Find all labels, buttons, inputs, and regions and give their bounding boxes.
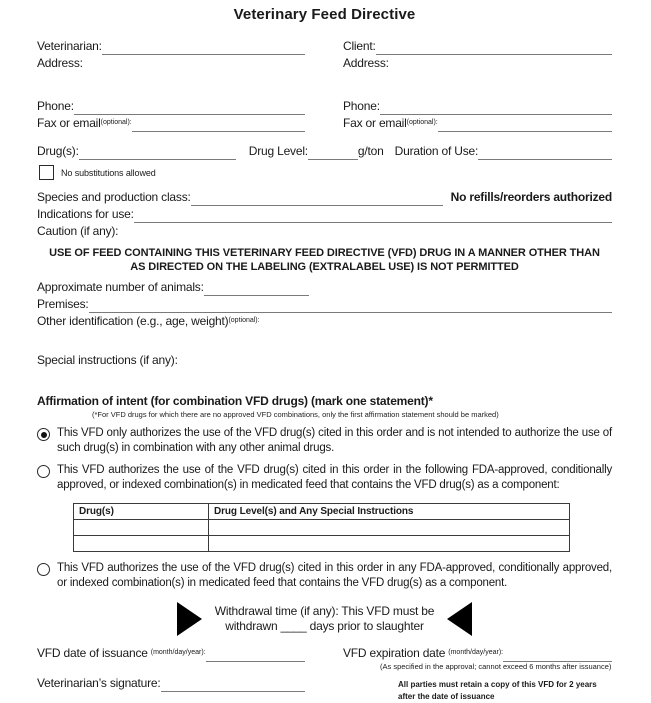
affirmation-option-2-text: This VFD authorizes the use of the VFD drug(s) cited in this order in the following FDA-approved, conditionally approved, or indexed combination(s) in medicated feed that contains the VFD drug(s) as a component: <box>57 464 612 491</box>
affirmation-option-3 <box>37 561 612 591</box>
indications-row <box>37 206 612 223</box>
client-address-label: Address: <box>343 56 389 70</box>
vet-fax-label: Fax or email <box>37 116 101 130</box>
table-cell-drug-2[interactable] <box>74 536 209 552</box>
withdrawal-line-1: Withdrawal time (if any): This VFD must be <box>214 604 435 618</box>
table-cell-drug-1[interactable] <box>74 520 209 536</box>
table-header-levels: Drug Level(s) and Any Special Instructions <box>209 504 570 520</box>
client-phone-input-line[interactable] <box>380 101 612 115</box>
expiration-input-line[interactable] <box>503 648 612 662</box>
affirmation-option-3-text: This VFD authorizes the use of the VFD drug(s) cited in this order in any FDA-approved, conditionally approved, or indexed combination(s) in medicated feed that contains the VFD drug(s) as a component. <box>57 562 612 589</box>
affirmation-option-2 <box>37 463 612 493</box>
expiration-label: VFD expiration date <box>343 646 446 660</box>
client-label: Client: <box>343 39 376 53</box>
withdrawal-line-2: withdrawn ____ days prior to slaughter <box>225 619 424 633</box>
vet-address-label: Address: <box>37 56 83 70</box>
affirmation-radio-2[interactable] <box>37 465 50 478</box>
g-ton-label: g/ton <box>357 144 384 158</box>
drug-section <box>37 143 612 160</box>
vet-fax-optional: (optional): <box>100 119 132 126</box>
client-fax-input-line[interactable] <box>438 118 612 132</box>
no-refills-label: No refills/reorders authorized <box>450 190 612 204</box>
premises-row <box>37 296 612 313</box>
table-header-drugs: Drug(s) <box>74 504 209 520</box>
indications-input-line[interactable] <box>134 209 612 223</box>
signature-input-line[interactable] <box>161 678 305 692</box>
caution-row <box>37 223 612 240</box>
vet-fax-input-line[interactable] <box>132 118 305 132</box>
indications-label: Indications for use: <box>37 207 134 221</box>
arrow-left-icon <box>447 602 472 636</box>
issuance-label: VFD date of issuance <box>37 646 148 660</box>
veterinarian-input-line[interactable] <box>102 41 305 55</box>
animals-label: Approximate number of animals: <box>37 280 204 294</box>
arrow-right-icon <box>177 602 202 636</box>
vet-phone-input-line[interactable] <box>74 101 305 115</box>
other-id-label: Other identification (e.g., age, weight) <box>37 314 229 328</box>
affirmation-note: (*For VFD drugs for which there are no approved VFD combinations, only the first affirmation statement should be marked) <box>92 410 499 419</box>
affirmation-radio-1[interactable] <box>37 428 50 441</box>
extralabel-warning: USE OF FEED CONTAINING THIS VETERINARY FEED DIRECTIVE (VFD) DRUG IN A MANNER OTHER THAN AS DIRECTED ON THE LABELING (EXTRALABEL USE) IS NOT PERMITTED <box>49 247 600 273</box>
issuance-input-line[interactable] <box>206 648 305 662</box>
drug-level-input-line[interactable] <box>308 146 358 160</box>
species-input-line[interactable] <box>191 192 443 206</box>
withdrawal-callout <box>37 602 612 636</box>
table-cell-level-1[interactable] <box>209 520 570 536</box>
drug-level-label: Drug Level: <box>248 144 308 158</box>
animals-row <box>37 279 612 296</box>
table-cell-level-2[interactable] <box>209 536 570 552</box>
parties-section <box>37 38 612 72</box>
affirmation-option-1 <box>37 426 612 456</box>
animals-input-line[interactable] <box>204 282 309 296</box>
no-substitutions-label: No substitutions allowed <box>61 167 156 178</box>
veterinarian-label: Veterinarian: <box>37 39 102 53</box>
duration-input-line[interactable] <box>478 146 612 160</box>
other-id-optional: (optional): <box>228 317 260 324</box>
species-row <box>37 189 612 206</box>
footer-section <box>37 645 612 703</box>
no-substitutions-row <box>39 164 612 181</box>
form-title: Veterinary Feed Directive <box>233 6 416 23</box>
retention-note: All parties must retain a copy of this VFD for 2 years after the date of issuance <box>398 680 597 701</box>
expiration-date-format: (month/day/year): <box>448 649 504 656</box>
species-label: Species and production class: <box>37 190 191 204</box>
premises-input-line[interactable] <box>89 299 612 313</box>
table-row <box>74 520 570 536</box>
issuance-date-format: (month/day/year): <box>150 649 206 656</box>
caution-label: Caution (if any): <box>37 224 119 238</box>
client-fax-optional: (optional): <box>406 119 438 126</box>
drugs-input-line[interactable] <box>79 146 236 160</box>
combination-drug-table <box>73 503 570 552</box>
affirmation-radio-3[interactable] <box>37 563 50 576</box>
contact-section <box>37 98 612 132</box>
vet-phone-label: Phone: <box>37 99 74 113</box>
signature-label: Veterinarian’s signature: <box>37 676 161 690</box>
duration-label: Duration of Use: <box>394 144 479 158</box>
withdrawal-text <box>215 604 434 634</box>
special-instructions-label: Special instructions (if any): <box>37 353 178 367</box>
other-id-row <box>37 313 612 330</box>
no-substitutions-checkbox[interactable] <box>39 165 54 180</box>
client-input-line[interactable] <box>376 41 612 55</box>
affirmation-option-1-text: This VFD only authorizes the use of the VFD drug(s) cited in this order and is not intended to authorize the use of such drug(s) in combination with any other animal drugs. <box>57 427 612 454</box>
premises-label: Premises: <box>37 297 89 311</box>
client-phone-label: Phone: <box>343 99 380 113</box>
expiration-note: (As specified in the approval; cannot exceed 6 months after issuance) <box>380 662 612 671</box>
table-row <box>74 536 570 552</box>
drugs-label: Drug(s): <box>37 144 79 158</box>
client-fax-label: Fax or email <box>343 116 407 130</box>
special-instructions-row <box>37 352 612 369</box>
affirmation-heading: Affirmation of intent (for combination VFD drugs) (mark one statement)* <box>37 394 433 408</box>
